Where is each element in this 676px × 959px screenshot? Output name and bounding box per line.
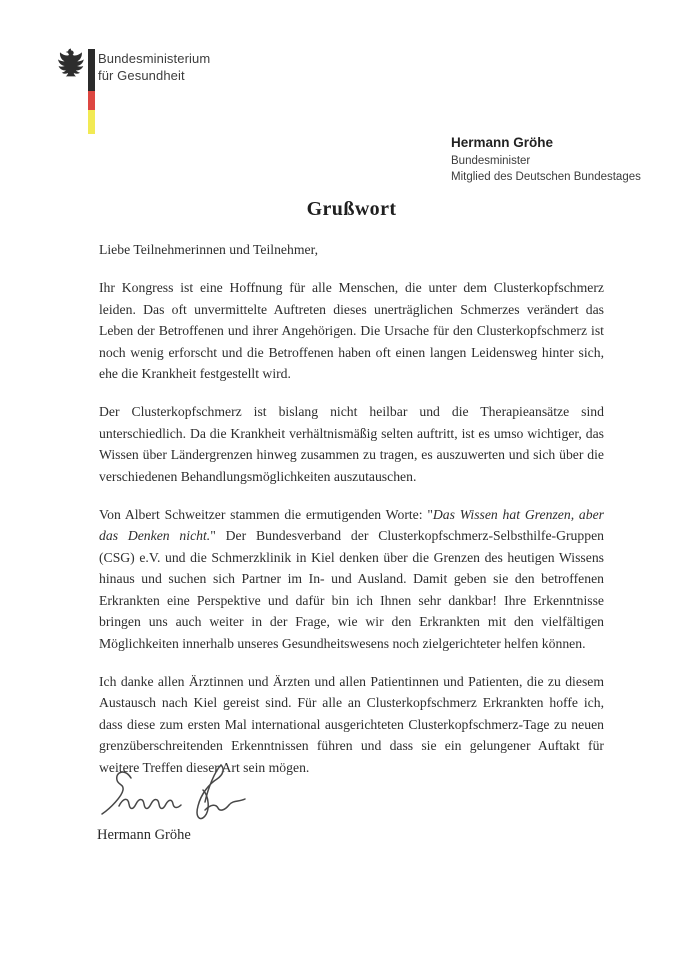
letter-paragraph: Ihr Kongress ist eine Hoffnung für alle Menschen, die unter dem Clusterkopfschmerz leiden. Das oft unvermittelte Auftreten dieses unerträglichen Schmerzes verändert das Leben der Betroffenen und ihrer Angehörigen. Die Ursache für den Clusterkopfschmerz ist noch wenig erforscht und die Betroffenen haben oft einen langen Leidensweg hinter sich, ehe die Krankheit festgestellt wird. xyxy=(99,280,604,381)
ministry-name xyxy=(98,51,210,84)
flag-stripe-gold xyxy=(88,110,95,134)
ministry-logo xyxy=(57,46,317,136)
letter-body-wrapper xyxy=(99,239,604,795)
salutation: Liebe Teilnehmerinnen und Teilnehmer, xyxy=(99,242,318,257)
letter-body xyxy=(99,277,604,778)
flag-stripe-black xyxy=(88,49,95,91)
letter-paragraph: Ich danke allen Ärztinnen und Ärzten und allen Patientinnen und Patienten, die zu diesem Austausch nach Kiel gereist sind. Für alle an Clusterkopfschmerz Erkrankten hoffe ich, dass diese zum ersten Mal international ausgerichteten Clusterkopfschmerz-Tage zu neuen grenzüberschreitenden Erkenntnissen führen und dass sie ein gelungener Auftakt für weitere Treffen dieser Art sein mögen. xyxy=(99,673,604,775)
flag-stripe xyxy=(88,49,95,134)
signature-scribble-icon xyxy=(97,764,257,826)
ministry-name-line1: Bundesministerium xyxy=(98,51,211,66)
letterhead xyxy=(451,135,641,185)
minister-name: Hermann Gröhe xyxy=(451,135,554,150)
federal-eagle-icon xyxy=(57,46,85,82)
letter-paragraph: Der Clusterkopfschmerz ist bislang nicht heilbar und die Therapieansätze sind unterschiedlich. Da die Krankheit verhältnismäßig selten auftritt, ist es umso wichtiger, das Wissen über Ländergrenzen hinweg zusammen zu tragen, es auszuwerten und sich über die verschiedenen Behandlungsmöglichkeiten auszutauschen. xyxy=(99,404,604,484)
minister-affiliation: Mitglied des Deutschen Bundestages xyxy=(451,170,641,183)
page-title: Grußwort xyxy=(306,198,397,220)
signature-block xyxy=(97,764,257,844)
letter-paragraph: Von Albert Schweitzer stammen die ermutigenden Worte: "Das Wissen hat Grenzen, aber das Denken nicht." Der Bundesverband der Clusterkopfschmerz-Selbsthilfe-Gruppen (CSG) e.V. und die Schmerzklinik in Kiel denken über die Grenzen des heutigen Wissens hinaus und suchen sich Partner im In- und Ausland. Damit geben sie den betroffenen Erkrankten eine Perspektive und dafür bin ich Ihnen sehr dankbar! Ihre Erkenntnisse bringen uns auch weiter in der Frage, wie wir den Erkrankten mit den vielfältigen Möglichkeiten innerhalb unseres Gesundheitswesens noch zielgerichteter helfen können. xyxy=(99,506,604,651)
ministry-name-line2: für Gesundheit xyxy=(98,67,185,83)
signatory-name: Hermann Gröhe xyxy=(97,827,191,843)
flag-stripe-red xyxy=(88,91,95,110)
minister-title: Bundesminister xyxy=(451,155,531,167)
